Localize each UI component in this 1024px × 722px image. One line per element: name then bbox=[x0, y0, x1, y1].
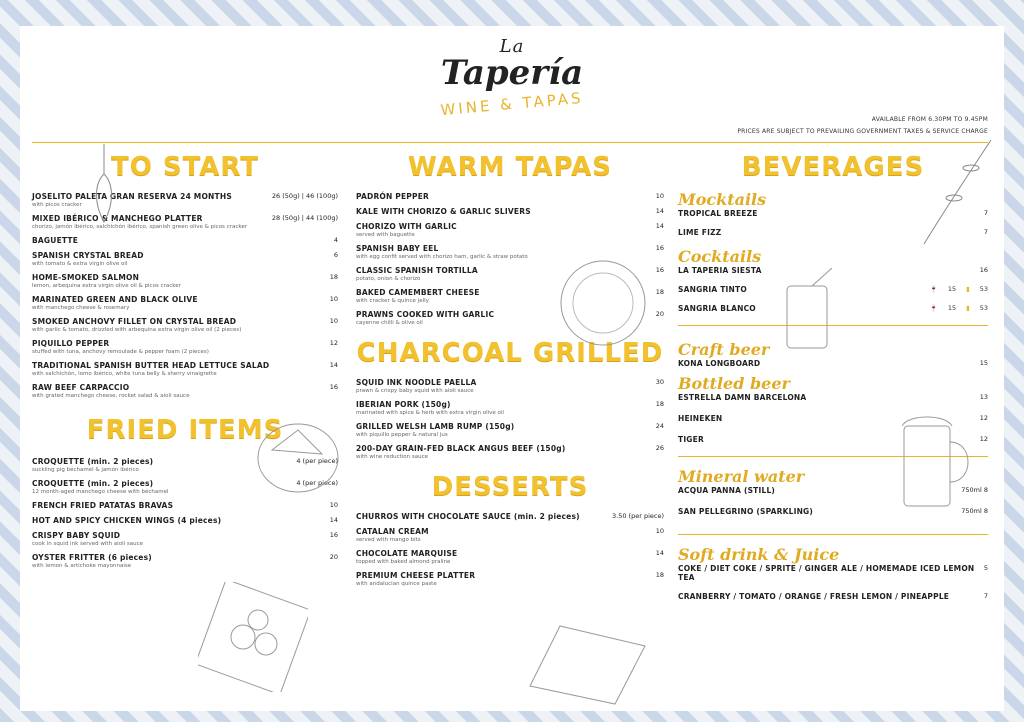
menu-item-text bbox=[356, 222, 457, 238]
menu-item-price: 20 bbox=[329, 553, 338, 561]
menu-item-description: with manchego cheese & rosemary bbox=[32, 305, 130, 311]
menu-item-price: 28 (50g) | 44 (100g) bbox=[271, 214, 338, 222]
menu-item bbox=[32, 501, 338, 510]
menu-item-text bbox=[678, 285, 747, 294]
menu-item bbox=[356, 422, 664, 438]
menu-item-name: IBERIAN PORK (150g) bbox=[356, 400, 451, 409]
menu-item bbox=[32, 516, 338, 525]
menu-item-description: cook in squid ink served with aioli sauce bbox=[32, 541, 144, 547]
menu-item-price: 4 (per piece) bbox=[296, 479, 338, 487]
menu-item-text bbox=[32, 251, 144, 267]
menu-item-text bbox=[32, 317, 241, 333]
menu-item-text bbox=[678, 393, 806, 402]
menu-item-text bbox=[356, 310, 494, 326]
menu-item bbox=[32, 236, 338, 245]
menu-item bbox=[678, 592, 988, 601]
menu-item-text bbox=[356, 444, 565, 460]
menu-item-description: with wine reduction sauce bbox=[356, 454, 428, 460]
menu-item-text bbox=[678, 486, 775, 495]
menu-item-price: 12 bbox=[979, 414, 988, 422]
menu-item-description: with egg confit served with chorizo ham, garlic & straw potato bbox=[356, 254, 528, 260]
availability-note bbox=[737, 114, 988, 138]
menu-item-text bbox=[356, 527, 429, 543]
menu-item-name: LIME FIZZ bbox=[678, 228, 722, 237]
brand-tagline: WINE & TAPAS bbox=[439, 88, 585, 120]
menu-item-description: with picos cracker bbox=[32, 202, 82, 208]
menu-item-description: chorizo, jamón ibérico, salchichón ibérico, spanish green olive & picos cracker bbox=[32, 224, 247, 230]
menu-item-name: HOME-SMOKED SALMON bbox=[32, 273, 140, 282]
menu-item-name: SANGRIA TINTO bbox=[678, 285, 747, 294]
menu-item-description: marinated with spice & herb with extra virgin olive oil bbox=[356, 410, 504, 416]
menu-item-name: JOSELITO PALETA GRAN RESERVA 24 MONTHS bbox=[32, 192, 232, 201]
menu-item-text bbox=[356, 549, 457, 565]
menu-item-name: CHURROS WITH CHOCOLATE SAUCE (min. 2 pieces) bbox=[356, 512, 580, 521]
menu-item-name: TROPICAL BREEZE bbox=[678, 209, 758, 218]
menu-item-name: CHORIZO WITH GARLIC bbox=[356, 222, 457, 231]
menu-item-text bbox=[32, 192, 232, 208]
menu-item-description: with andalucian quince paste bbox=[356, 581, 437, 587]
menu-item bbox=[32, 317, 338, 333]
to-start-list bbox=[32, 192, 338, 399]
availability-tax-note: PRICES ARE SUBJECT TO PREVAILING GOVERNMENT TAXES & SERVICE CHARGE bbox=[737, 128, 988, 135]
menu-item bbox=[32, 214, 338, 230]
menu-item bbox=[356, 400, 664, 416]
menu-item-price: 4 (per piece) bbox=[296, 457, 338, 465]
menu-item-price: 15 bbox=[979, 359, 988, 367]
menu-item-name: PIQUILLO PEPPER bbox=[32, 339, 110, 348]
menu-item-name: KONA LONGBOARD bbox=[678, 359, 761, 368]
menu-item-price: 26 (50g) | 46 (100g) bbox=[271, 192, 338, 200]
menu-item-text bbox=[32, 479, 169, 495]
menu-item-text bbox=[356, 207, 531, 216]
menu-item-name: OYSTER FRITTER (6 pieces) bbox=[32, 553, 152, 562]
menu-item-name: LA TAPERIA SIESTA bbox=[678, 266, 762, 275]
top-divider bbox=[32, 142, 988, 143]
menu-item-price: 14 bbox=[329, 516, 338, 524]
glass-price: 15 bbox=[947, 285, 957, 293]
jug-price: 53 bbox=[979, 304, 988, 312]
menu-item-text bbox=[678, 228, 721, 237]
menu-item-text bbox=[356, 378, 476, 394]
menu-item bbox=[32, 531, 338, 547]
menu-item-text bbox=[678, 359, 760, 368]
menu-item bbox=[32, 553, 338, 569]
menu-item bbox=[356, 527, 664, 543]
menu-item bbox=[356, 222, 664, 238]
menu-item-name: CROQUETTE (min. 2 pieces) bbox=[32, 457, 154, 466]
menu-item-name: PREMIUM CHEESE PLATTER bbox=[356, 571, 476, 580]
menu-item-description: with lemon & artichoke mayonnaise bbox=[32, 563, 132, 569]
subsection-cocktails: Cocktails bbox=[678, 247, 762, 266]
menu-item-text bbox=[356, 266, 478, 282]
sangria-prices bbox=[930, 304, 988, 312]
menu-item-text bbox=[356, 244, 528, 260]
menu-item-text bbox=[32, 457, 153, 473]
menu-item bbox=[32, 192, 338, 208]
menu-item bbox=[356, 378, 664, 394]
desserts-list bbox=[356, 512, 664, 587]
subsection-mocktails: Mocktails bbox=[678, 190, 767, 209]
subsection-mineral-water: Mineral water bbox=[678, 467, 805, 486]
menu-item-price: 14 bbox=[655, 549, 664, 557]
soft-drink-list bbox=[678, 564, 988, 601]
menu-item-name: CLASSIC SPANISH TORTILLA bbox=[356, 266, 478, 275]
menu-item-name: KALE WITH CHORIZO & GARLIC SLIVERS bbox=[356, 207, 531, 216]
menu-item-price: 13 bbox=[979, 393, 988, 401]
menu-item-text bbox=[32, 553, 152, 569]
menu-item-text bbox=[678, 304, 756, 313]
menu-item-price: 10 bbox=[655, 527, 664, 535]
wine-glass-icon: 🍷 bbox=[929, 285, 938, 293]
menu-item-text bbox=[32, 295, 198, 311]
menu-item-text bbox=[32, 339, 209, 355]
menu-item-name: BAGUETTE bbox=[32, 236, 79, 245]
jug-price: 53 bbox=[979, 285, 988, 293]
menu-item-name: FRENCH FRIED PATATAS BRAVAS bbox=[32, 501, 174, 510]
menu-item-name: SANGRIA BLANCO bbox=[678, 304, 756, 313]
menu-item-price: 10 bbox=[329, 501, 338, 509]
menu-item-description: 12 month-aged manchego cheese with béchamel bbox=[32, 489, 169, 495]
menu-item-name: ACQUA PANNA (STILL) bbox=[678, 486, 776, 495]
cocktail-glass-sketch-icon bbox=[772, 266, 842, 356]
menu-item-description: lemon, arbequina extra virgin olive oil & picos cracker bbox=[32, 283, 181, 289]
menu-item bbox=[356, 207, 664, 216]
glass-price: 15 bbox=[947, 304, 957, 312]
whisk-sketch-icon bbox=[90, 144, 118, 224]
menu-item bbox=[32, 273, 338, 289]
menu-item-text bbox=[356, 400, 504, 416]
menu-item-price: 10 bbox=[329, 317, 338, 325]
menu-item-description: served with baguette bbox=[356, 232, 415, 238]
menu-item-price: 5 bbox=[983, 564, 988, 572]
menu-item bbox=[32, 339, 338, 355]
calamari-plate-sketch-icon bbox=[198, 582, 308, 692]
menu-item-price: 14 bbox=[655, 222, 664, 230]
menu-item-price: 750ml 8 bbox=[961, 486, 988, 494]
subsection-soft-drink: Soft drink & Juice bbox=[678, 545, 840, 564]
menu-item-name: MARINATED GREEN AND BLACK OLIVE bbox=[32, 295, 198, 304]
menu-item-price: 16 bbox=[655, 266, 664, 274]
menu-item-description: prawn & crispy baby squid with aioli sauce bbox=[356, 388, 474, 394]
menu-item-text bbox=[356, 192, 429, 201]
menu-item-price: 18 bbox=[655, 288, 664, 296]
jug-icon: ▮ bbox=[966, 304, 970, 312]
menu-item-description: cayenne chilli & olive oil bbox=[356, 320, 423, 326]
menu-item-price: 10 bbox=[655, 192, 664, 200]
menu-item-price: 26 bbox=[655, 444, 664, 452]
menu-item-price: 30 bbox=[655, 378, 664, 386]
menu-item bbox=[356, 512, 664, 521]
menu-item bbox=[32, 383, 338, 399]
menu-item-text bbox=[356, 571, 475, 587]
menu-item-text bbox=[32, 383, 189, 399]
menu-item-price: 3.50 (per piece) bbox=[612, 512, 664, 520]
menu-item-text bbox=[32, 531, 143, 547]
menu-item-name: CATALAN CREAM bbox=[356, 527, 429, 536]
menu-item-description: with tomato & extra virgin olive oil bbox=[32, 261, 128, 267]
menu-item-price: 18 bbox=[655, 571, 664, 579]
menu-item-name: RAW BEEF CARPACCIO bbox=[32, 383, 130, 392]
prawn-plate-sketch-icon bbox=[558, 258, 648, 348]
section-title-charcoal-grilled: CHARCOAL GRILLED bbox=[356, 338, 664, 368]
menu-item-description: with salchichón, lomo ibérico, white tuna belly & sherry vinaigrette bbox=[32, 371, 217, 377]
column-middle bbox=[356, 152, 664, 593]
menu-card bbox=[20, 26, 1004, 711]
menu-item-name: GRILLED WELSH LAMB RUMP (150g) bbox=[356, 422, 515, 431]
menu-item-name: CROQUETTE (min. 2 pieces) bbox=[32, 479, 154, 488]
menu-item-name: SAN PELLEGRINO (SPARKLING) bbox=[678, 507, 814, 516]
menu-item-name: HOT AND SPICY CHICKEN WINGS (4 pieces) bbox=[32, 516, 222, 525]
menu-item-name: CRANBERRY / TOMATO / ORANGE / FRESH LEMON / PINEAPPLE bbox=[678, 592, 950, 601]
menu-item bbox=[356, 549, 664, 565]
menu-item-description: served with mango bits bbox=[356, 537, 421, 543]
menu-item-price: 16 bbox=[329, 531, 338, 539]
menu-item-price: 6 bbox=[333, 251, 338, 259]
menu-item-text bbox=[32, 361, 269, 377]
menu-item-text bbox=[678, 564, 984, 582]
menu-item-price: 7 bbox=[983, 228, 988, 236]
menu-item-name: MIXED IBÉRICO & MANCHEGO PLATTER bbox=[32, 214, 203, 223]
menu-item bbox=[32, 361, 338, 377]
menu-item-name: 200-DAY GRAIN-FED BLACK ANGUS BEEF (150g) bbox=[356, 444, 566, 453]
menu-item-price: 4 bbox=[333, 236, 338, 244]
brand-name: Tapería bbox=[440, 53, 584, 93]
menu-item bbox=[678, 564, 988, 582]
column-left bbox=[32, 152, 338, 575]
menu-item-name: TRADITIONAL SPANISH BUTTER HEAD LETTUCE SALAD bbox=[32, 361, 270, 370]
menu-item-price: 16 bbox=[329, 383, 338, 391]
jug-icon: ▮ bbox=[966, 285, 970, 293]
menu-item-name: SPANISH BABY EEL bbox=[356, 244, 439, 253]
menu-item bbox=[356, 444, 664, 460]
menu-item-price: 16 bbox=[979, 266, 988, 274]
charcoal-grilled-list bbox=[356, 378, 664, 460]
subsection-bottled-beer: Bottled beer bbox=[678, 374, 790, 393]
menu-item-text bbox=[678, 266, 762, 275]
menu-item-text bbox=[32, 214, 247, 230]
section-title-desserts: DESSERTS bbox=[431, 472, 589, 502]
menu-item-price: 14 bbox=[329, 361, 338, 369]
section-title-fried-items: FRIED ITEMS bbox=[86, 415, 284, 445]
menu-item-price: 7 bbox=[983, 592, 988, 600]
menu-item-text bbox=[678, 592, 949, 601]
menu-item-text bbox=[356, 288, 480, 304]
menu-item-price: 20 bbox=[655, 310, 664, 318]
wine-glass-icon: 🍷 bbox=[929, 304, 938, 312]
divider-water bbox=[678, 534, 988, 535]
olive-branch-sketch-icon bbox=[916, 138, 996, 248]
menu-item-name: TIGER bbox=[678, 435, 704, 444]
menu-item-name: SPANISH CRYSTAL BREAD bbox=[32, 251, 144, 260]
cheese-board-sketch-icon bbox=[252, 410, 344, 500]
menu-item-name: CHOCOLATE MARQUISE bbox=[356, 549, 458, 558]
menu-item-description: with piquillo pepper & natural jus bbox=[356, 432, 448, 438]
menu-item-name: HEINEKEN bbox=[678, 414, 723, 423]
menu-item-price: 750ml 8 bbox=[961, 507, 988, 515]
menu-item-description: stuffed with tuna, anchovy remoulade & pepper foam (2 pieces) bbox=[32, 349, 209, 355]
menu-item-text bbox=[32, 501, 173, 510]
menu-item bbox=[32, 251, 338, 267]
menu-item-price: 7 bbox=[983, 209, 988, 217]
menu-item-price: 16 bbox=[655, 244, 664, 252]
menu-item-description: with cracker & quince jelly bbox=[356, 298, 429, 304]
menu-item-text bbox=[678, 414, 722, 423]
section-title-to-start: TO START bbox=[110, 152, 260, 182]
menu-item-price: 12 bbox=[979, 435, 988, 443]
beer-mug-sketch-icon bbox=[896, 412, 976, 512]
menu-item-price: 18 bbox=[329, 273, 338, 281]
menu-item bbox=[356, 571, 664, 587]
menu-item-description: suckling pig béchamel & jamón ibérico bbox=[32, 467, 139, 473]
menu-item-price: 10 bbox=[329, 295, 338, 303]
section-title-warm-tapas: WARM TAPAS bbox=[408, 152, 612, 182]
menu-item-text bbox=[356, 422, 514, 438]
menu-item-text bbox=[32, 236, 78, 245]
menu-item-text bbox=[356, 512, 580, 521]
menu-item-description: with grated manchego cheese, rocket salad & aioli sauce bbox=[32, 393, 190, 399]
menu-item-name: SQUID INK NOODLE PAELLA bbox=[356, 378, 477, 387]
menu-item bbox=[32, 295, 338, 311]
brand-la: La bbox=[499, 36, 525, 57]
menu-item-name: COKE / DIET COKE / SPRITE / GINGER ALE / HOMEMADE ICED LEMON TEA bbox=[678, 564, 975, 582]
menu-item-text bbox=[32, 516, 221, 525]
menu-item-name: CRISPY BABY SQUID bbox=[32, 531, 121, 540]
craft-beer-list bbox=[678, 359, 988, 368]
subsection-craft-beer: Craft beer bbox=[678, 340, 770, 359]
menu-item-name: ESTRELLA DAMN BARCELONA bbox=[678, 393, 807, 402]
menu-item bbox=[678, 393, 988, 402]
menu-item-text bbox=[32, 273, 181, 289]
menu-item-name: PRAWNS COOKED WITH GARLIC bbox=[356, 310, 495, 319]
menu-item-text bbox=[678, 209, 758, 218]
menu-item-price: 14 bbox=[655, 207, 664, 215]
menu-item-price: 24 bbox=[655, 422, 664, 430]
menu-item-description: potato, onion & chorizo bbox=[356, 276, 421, 282]
menu-item-name: PADRÓN PEPPER bbox=[356, 192, 429, 201]
menu-item-name: BAKED CAMEMBERT CHEESE bbox=[356, 288, 480, 297]
section-title-beverages: BEVERAGES bbox=[741, 152, 925, 182]
menu-item-name: SMOKED ANCHOVY FILLET ON CRYSTAL BREAD bbox=[32, 317, 237, 326]
menu-item-price: 18 bbox=[655, 400, 664, 408]
dessert-board-sketch-icon bbox=[520, 616, 650, 706]
menu-item-text bbox=[678, 435, 704, 444]
sangria-prices bbox=[930, 285, 988, 293]
menu-item bbox=[356, 192, 664, 201]
menu-item-price: 12 bbox=[329, 339, 338, 347]
menu-item-description: topped with baked almond praline bbox=[356, 559, 451, 565]
menu-item-description: with garlic & tomato, drizzled with arbequina extra virgin olive oil (2 pieces) bbox=[32, 327, 242, 333]
availability-hours: AVAILABLE FROM 6.30PM TO 9.45PM bbox=[871, 116, 988, 123]
menu-item-text bbox=[678, 507, 813, 516]
menu-item bbox=[678, 359, 988, 368]
